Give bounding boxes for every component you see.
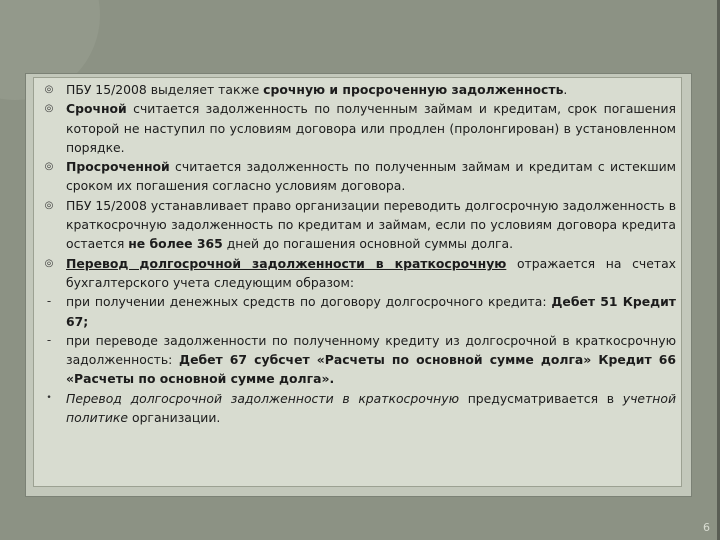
list-item [42,389,676,428]
item-text: ПБУ 15/2008 выделяет также [66,82,264,97]
item-text: считается задолженность по полученным займам и кредитам, срок погашения которой не наступил по условиям договора или продлен (пролонгирован) в установленном порядке. [66,101,676,155]
bullet-icon: ◎ [44,84,54,95]
dash-icon: - [46,332,52,347]
dot-icon: • [46,392,52,403]
item-text: при получении денежных средств по договору долгосрочного кредита: [66,294,552,310]
item-text: дней до погашения основной суммы долга. [222,236,514,252]
item-text: организации. [128,410,221,426]
slide-content [42,80,676,427]
item-emphasis: не более 365 [128,236,223,252]
bullet-icon: ◎ [44,161,54,173]
dash-icon: - [46,294,52,309]
bullet-icon: ◎ [44,199,54,211]
list-item [42,292,676,331]
bullet-icon: ◎ [44,103,54,115]
list-item [42,80,676,99]
item-text: предусматривается в [459,390,623,406]
item-text: . [563,82,568,97]
item-emphasis: Срочной [66,101,127,117]
item-emphasis: срочную и просроченную задолженность [263,82,564,97]
item-text: отражается на счетах бухгалтерского учета следующим образом: [66,255,676,290]
list-item [42,99,676,157]
item-text: ПБУ 15/2008 устанавливает право организации переводить долгосрочную задолженность в краткосрочную задолженность по кредитам и займам, если по условиям договора кредита остается [66,197,676,252]
bullet-icon: ◎ [44,257,54,269]
item-text: считается задолженность по полученным займам и кредитам с истекшим сроком их погашения согласно условиям договора. [66,159,676,194]
item-text: при переводе задолженности по полученному кредиту из долгосрочной в краткосрочную задолженность: [66,332,676,368]
list-item [42,254,676,293]
item-emphasis: Просроченной [66,159,170,175]
list-item [42,331,676,389]
item-emphasis: Перевод долгосрочной задолженности в краткосрочную [66,255,507,271]
list-item [42,196,676,254]
list-item [42,157,676,196]
item-emphasis: учетной политике [66,390,676,426]
item-emphasis: Дебет 67 субсчет «Расчеты по основной сумме долга» Кредит 66 «Расчеты по основной сумме долга». [66,352,676,387]
page-number: 6 [703,521,710,534]
item-emphasis: Перевод долгосрочной задолженности в краткосрочную [66,390,459,406]
item-emphasis: Дебет 51 Кредит 67; [66,294,676,329]
